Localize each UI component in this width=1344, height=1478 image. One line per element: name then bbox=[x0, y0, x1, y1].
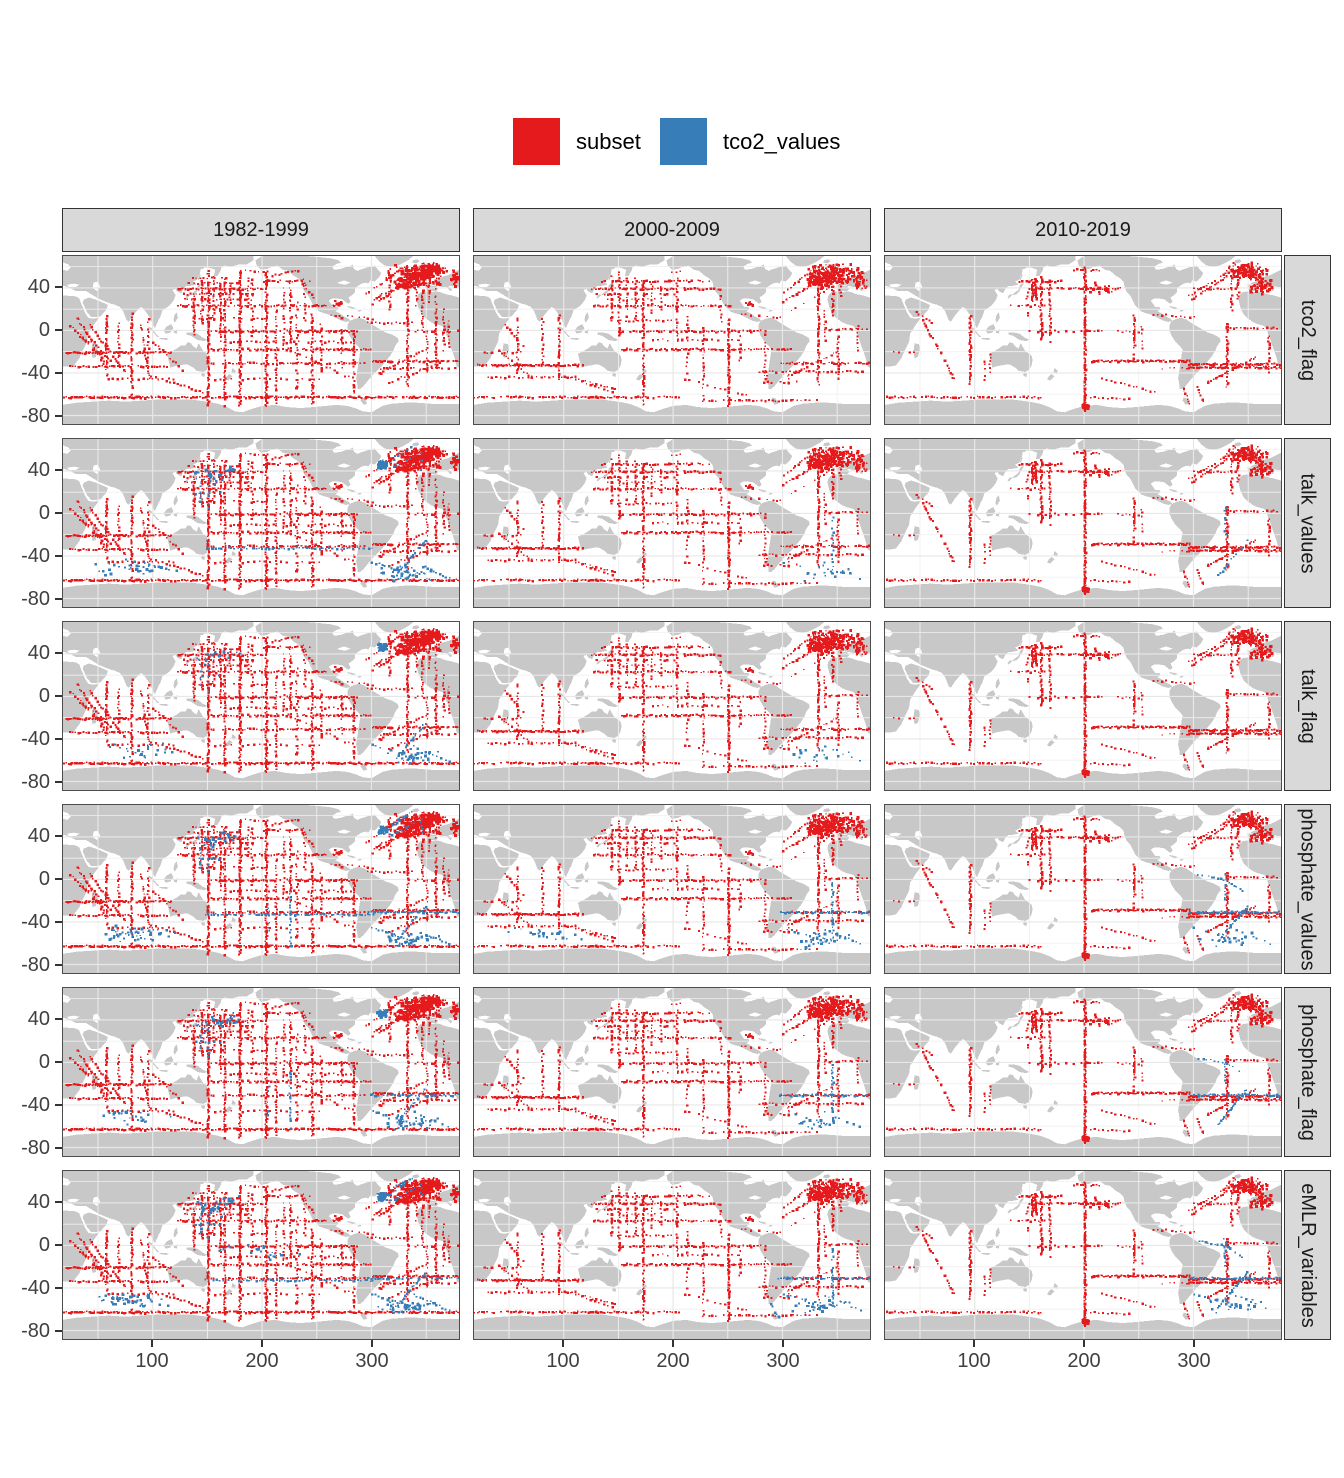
facet-strip-row-4 bbox=[1284, 987, 1331, 1157]
x-axis-label: 200 bbox=[1067, 1350, 1101, 1372]
y-axis-label: 40 bbox=[27, 1008, 50, 1030]
x-axis-tick bbox=[261, 1340, 263, 1347]
facet-strip-row-label: eMLR_variables bbox=[1297, 1182, 1320, 1328]
facet-strip-column-2: 2010-2019 bbox=[884, 208, 1282, 252]
x-axis-label: 300 bbox=[1177, 1350, 1211, 1372]
y-axis-tick bbox=[55, 1244, 62, 1246]
facet-panel-r0c2 bbox=[884, 255, 1282, 425]
y-axis-label: 0 bbox=[38, 502, 50, 524]
y-axis-tick bbox=[55, 598, 62, 600]
facet-strip-row-0 bbox=[1284, 255, 1331, 425]
x-axis-label: 100 bbox=[135, 1350, 169, 1372]
y-axis-label: 40 bbox=[27, 825, 50, 847]
y-axis-tick bbox=[55, 964, 62, 966]
x-axis-tick bbox=[562, 1340, 564, 1347]
facet-panel-r4c1 bbox=[473, 987, 871, 1157]
x-axis-tick bbox=[1083, 1340, 1085, 1347]
y-axis-label: 0 bbox=[38, 319, 50, 341]
y-axis-tick bbox=[55, 1061, 62, 1063]
legend-item-tco2-values bbox=[660, 118, 840, 165]
facet-strip-row-3 bbox=[1284, 804, 1331, 974]
facet-strip-row-label: phosphate_values bbox=[1297, 807, 1320, 971]
y-axis-label: 0 bbox=[38, 1234, 50, 1256]
facet-panel-r5c0 bbox=[62, 1170, 460, 1340]
points-tco2-values bbox=[1217, 507, 1248, 577]
y-axis-label: 40 bbox=[27, 276, 50, 298]
facet-panel-r1c0 bbox=[62, 438, 460, 608]
x-axis-label: 200 bbox=[656, 1350, 690, 1372]
y-axis-label: 0 bbox=[38, 1051, 50, 1073]
facet-panel-r5c2 bbox=[884, 1170, 1282, 1340]
y-axis-label: -80 bbox=[21, 1137, 50, 1159]
y-axis-label: -80 bbox=[21, 771, 50, 793]
y-axis-label: 0 bbox=[38, 685, 50, 707]
facet-strip-row-label: talk_values bbox=[1297, 472, 1319, 574]
facet-panel-r2c0 bbox=[62, 621, 460, 791]
y-axis-label: -40 bbox=[21, 545, 50, 567]
facet-panel-r3c0 bbox=[62, 804, 460, 974]
y-axis-label: 0 bbox=[38, 868, 50, 890]
x-axis-label: 100 bbox=[546, 1350, 580, 1372]
y-axis-label: -40 bbox=[21, 1094, 50, 1116]
y-axis-label: -40 bbox=[21, 911, 50, 933]
facet-panel-r0c0 bbox=[62, 255, 460, 425]
x-axis-tick bbox=[973, 1340, 975, 1347]
y-axis-label: -80 bbox=[21, 954, 50, 976]
legend-swatch-tco2-values bbox=[660, 118, 707, 165]
y-axis-tick bbox=[55, 469, 62, 471]
y-axis-tick bbox=[55, 835, 62, 837]
y-axis-tick bbox=[55, 738, 62, 740]
y-axis-label: -80 bbox=[21, 405, 50, 427]
facet-strip-row-label: talk_flag bbox=[1297, 668, 1319, 744]
y-axis-label: -80 bbox=[21, 588, 50, 610]
y-axis-tick bbox=[55, 1018, 62, 1020]
facet-strip-row-5 bbox=[1284, 1170, 1331, 1340]
x-axis-tick bbox=[371, 1340, 373, 1347]
x-axis-label: 300 bbox=[766, 1350, 800, 1372]
facet-panel-r3c2 bbox=[884, 804, 1282, 974]
y-axis-tick bbox=[55, 781, 62, 783]
y-axis-tick bbox=[55, 695, 62, 697]
y-axis-tick bbox=[55, 286, 62, 288]
x-axis-tick bbox=[151, 1340, 153, 1347]
y-axis-label: -40 bbox=[21, 728, 50, 750]
y-axis-label: -40 bbox=[21, 1277, 50, 1299]
y-axis-label: 40 bbox=[27, 642, 50, 664]
y-axis-tick bbox=[55, 1330, 62, 1332]
facet-strip-column-1: 2000-2009 bbox=[473, 208, 871, 252]
facet-panel-r4c2 bbox=[884, 987, 1282, 1157]
facet-strip-row-label: phosphate_flag bbox=[1297, 1003, 1320, 1141]
legend-label-tco2-values: tco2_values bbox=[723, 128, 841, 154]
facet-panel-r4c0 bbox=[62, 987, 460, 1157]
y-axis-tick bbox=[55, 512, 62, 514]
y-axis-tick bbox=[55, 555, 62, 557]
facet-panel-r2c1 bbox=[473, 621, 871, 791]
x-axis-label: 300 bbox=[355, 1350, 389, 1372]
x-axis-label: 100 bbox=[957, 1350, 991, 1372]
y-axis-label: 40 bbox=[27, 459, 50, 481]
x-axis-tick bbox=[782, 1340, 784, 1347]
y-axis-tick bbox=[55, 372, 62, 374]
x-axis-label: 200 bbox=[245, 1350, 279, 1372]
y-axis-tick bbox=[55, 878, 62, 880]
y-axis-label: -40 bbox=[21, 362, 50, 384]
y-axis-tick bbox=[55, 1104, 62, 1106]
y-axis-tick bbox=[55, 1147, 62, 1149]
y-axis-tick bbox=[55, 652, 62, 654]
facet-panel-r1c2 bbox=[884, 438, 1282, 608]
x-axis-tick bbox=[1193, 1340, 1195, 1347]
facet-panel-r0c1 bbox=[473, 255, 871, 425]
facet-strip-column-0: 1982-1999 bbox=[62, 208, 460, 252]
facet-panel-r3c1 bbox=[473, 804, 871, 974]
facet-strip-row-label: tco2_flag bbox=[1297, 299, 1320, 381]
facet-panel-r1c1 bbox=[473, 438, 871, 608]
y-axis-tick bbox=[55, 329, 62, 331]
y-axis-label: 40 bbox=[27, 1191, 50, 1213]
legend-label-subset: subset bbox=[576, 128, 641, 154]
y-axis-tick bbox=[55, 1201, 62, 1203]
y-axis-tick bbox=[55, 921, 62, 923]
facet-panel-r5c1 bbox=[473, 1170, 871, 1340]
x-axis-tick bbox=[672, 1340, 674, 1347]
facet-strip-row-2 bbox=[1284, 621, 1331, 791]
facet-panel-r2c2 bbox=[884, 621, 1282, 791]
y-axis-tick bbox=[55, 1287, 62, 1289]
points-tco2-values bbox=[782, 745, 861, 764]
y-axis-label: -80 bbox=[21, 1320, 50, 1342]
facet-strip-row-1 bbox=[1284, 438, 1331, 608]
y-axis-tick bbox=[55, 415, 62, 417]
legend-item-subset bbox=[513, 118, 641, 165]
legend-swatch-subset bbox=[513, 118, 560, 165]
